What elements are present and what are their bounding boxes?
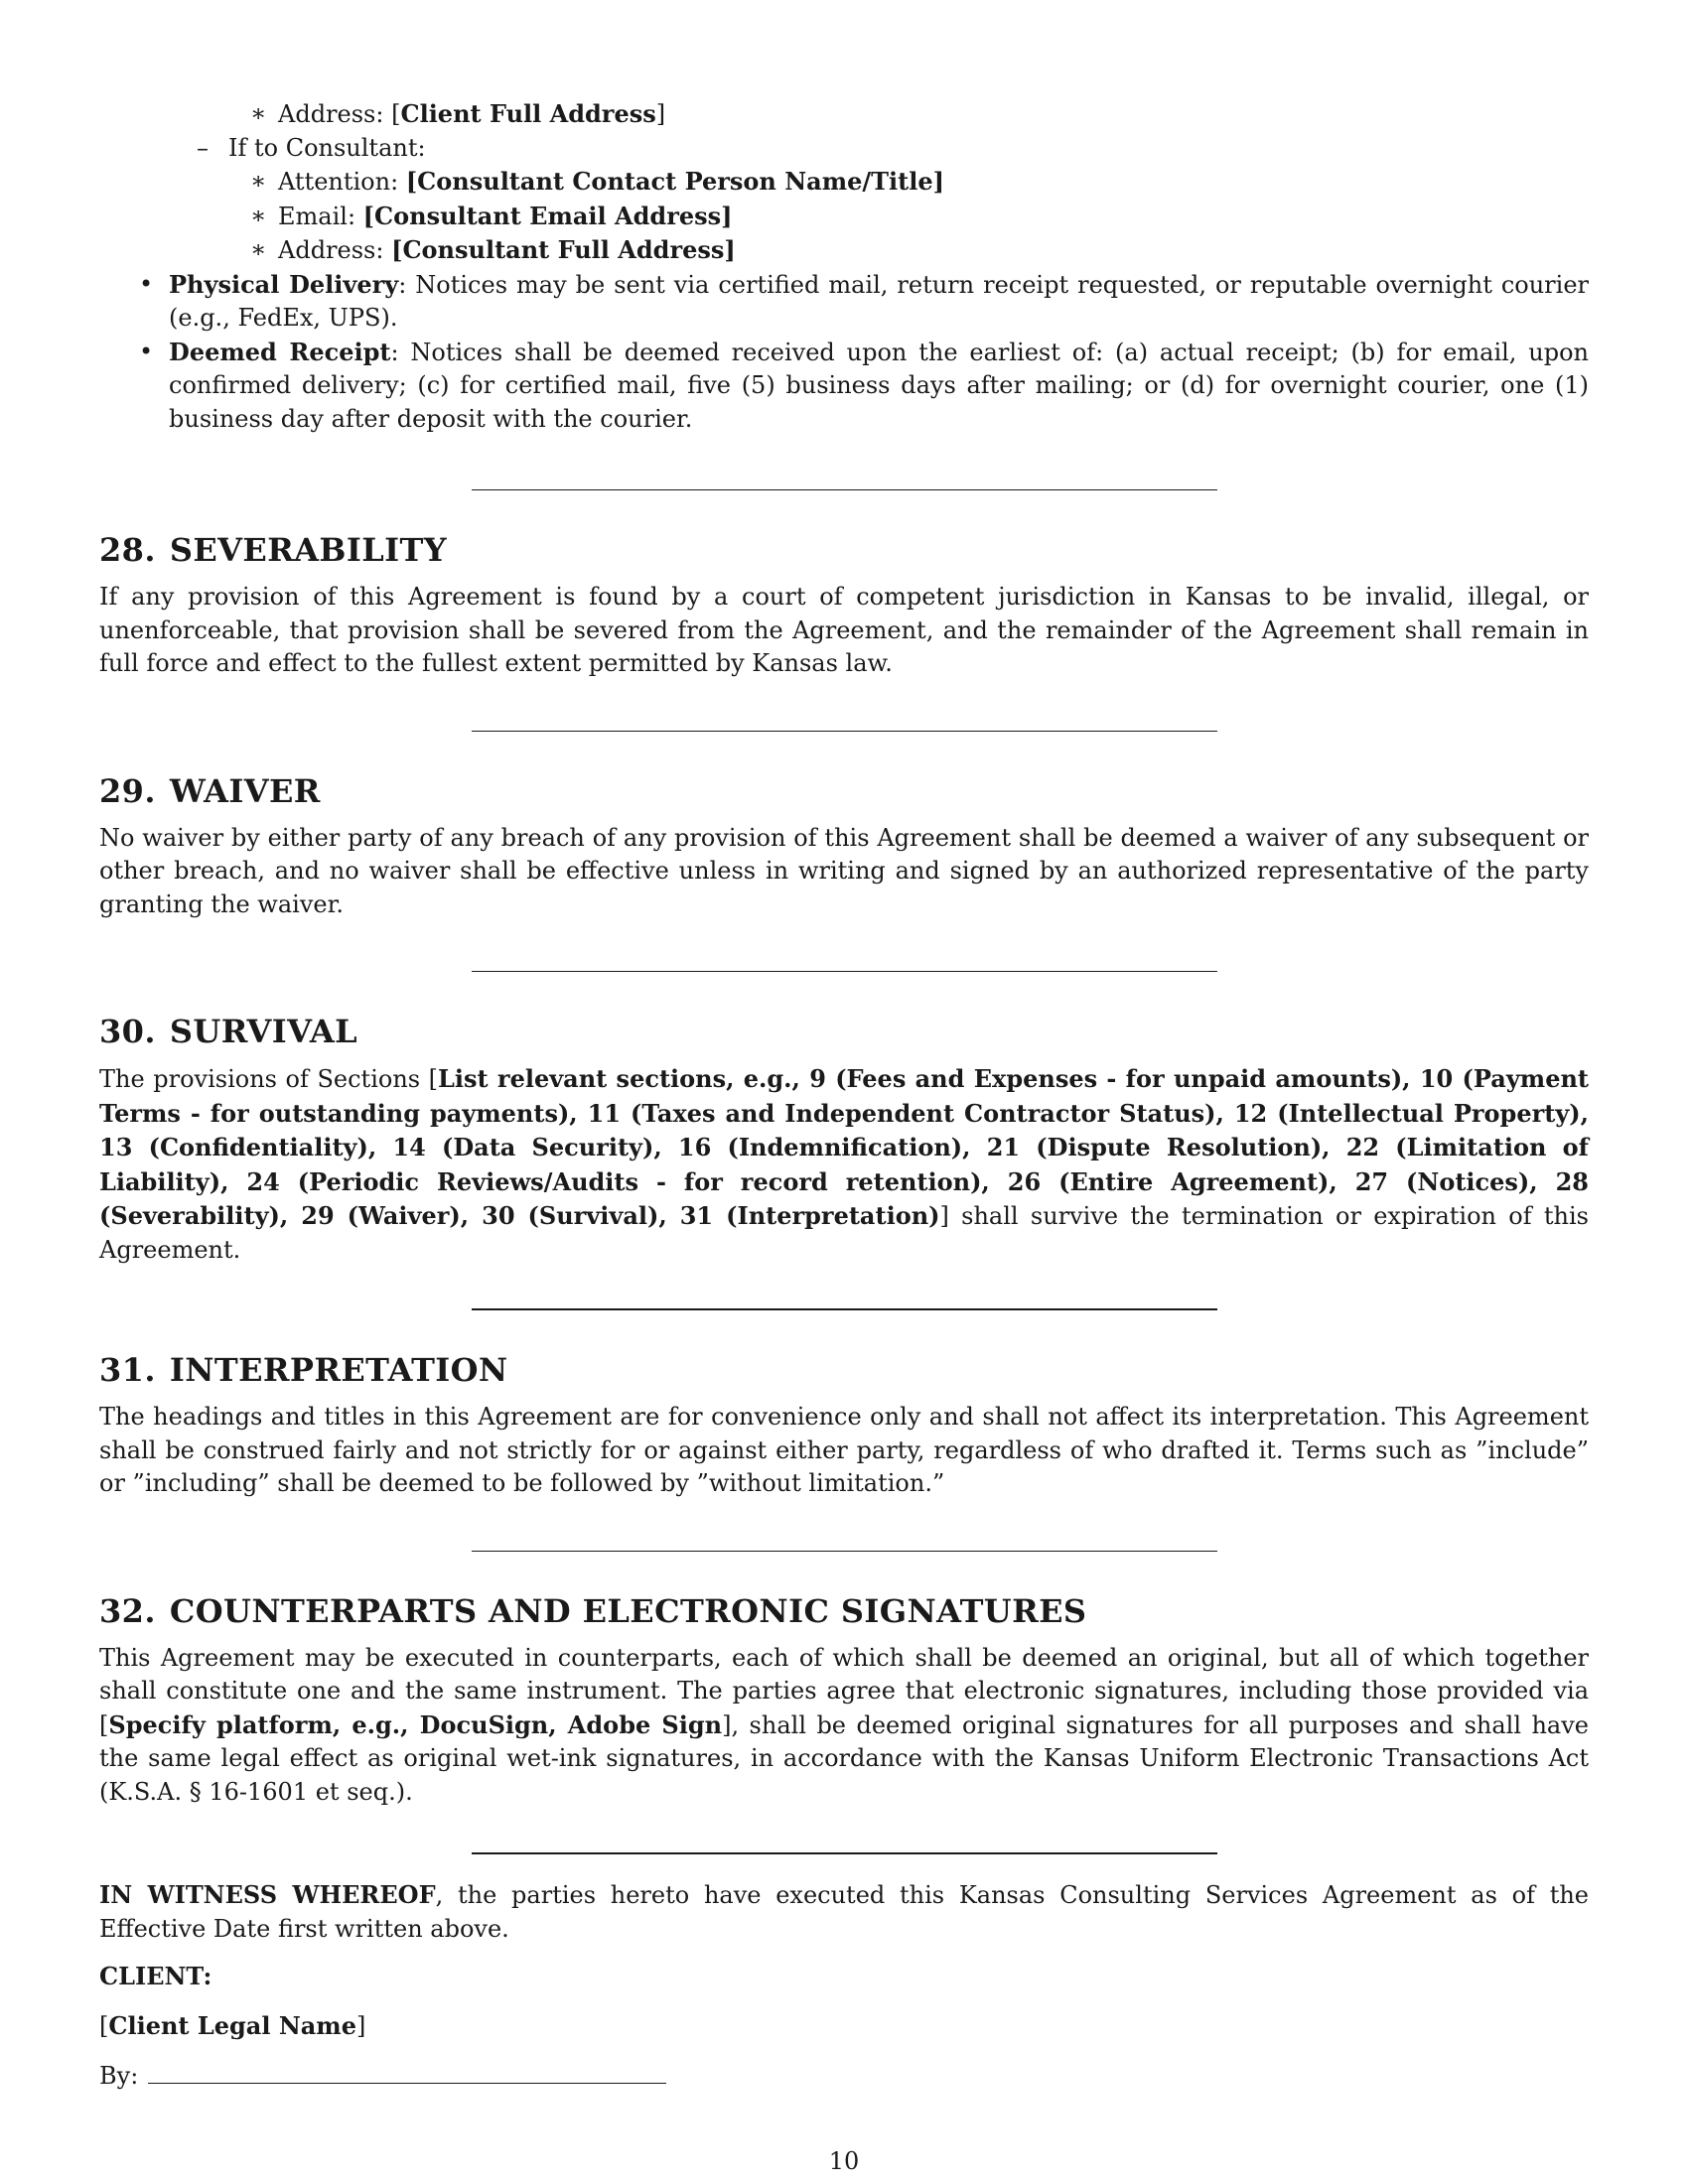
section-28-body: If any provision of this Agreement is found by a court of competent jurisdiction in Kansas to be invalid, illegal, or unenforceable, that provision shall be severed from the Agreement, and the remainder of the Agreement shall remain in full force and effect to the fullest extent permitted by Kansas law. [99, 583, 1589, 677]
section-divider [472, 489, 1217, 490]
consultant-notice-heading: – If to Consultant: [228, 132, 1589, 166]
client-legal-name: [Client Legal Name] [99, 2010, 366, 2040]
section-31-body: The headings and titles in this Agreement are for convenience only and shall not affect its interpretation. This Agreement shall be construed fairly and not strictly for or against either party, regardless of who drafted it. Terms such as ”include” or ”including” shall be deemed to be followed by ”without limitation.” [99, 1403, 1589, 1497]
section-divider [472, 1852, 1217, 1854]
consultant-attention-item: ∗ Attention: [Consultant Contact Person Name/Title] [278, 165, 1589, 200]
signature-line[interactable] [148, 2061, 666, 2084]
signature-block: By: [99, 2060, 1589, 2094]
asterisk-bullet-icon: ∗ [250, 99, 267, 127]
section-32-body: This Agreement may be executed in counterparts, each of which shall be deemed an original, but all of which together shall constitute one and the same instrument. The parties agree that electronic signatures, including those provided via [Specify platform, e.g., DocuSign, Adobe Sign], shall be deemed original signatures for all purposes and shall have the same legal effect as original wet-ink signatures, in accordance with the Kansas Uniform Electronic Transactions Act (K.S.A. § 16-1601 et seq.). [99, 1643, 1589, 1806]
section-30-heading: 30. SURVIVAL [99, 1013, 358, 1050]
consultant-email-item: ∗ Email: [Consultant Email Address] [278, 200, 1589, 234]
section-divider [472, 1551, 1217, 1552]
client-address-placeholder: Client Full Address [400, 99, 656, 128]
section-28-heading: 28. SEVERABILITY [99, 531, 447, 569]
section-divider [472, 971, 1217, 972]
section-divider [472, 731, 1217, 732]
section-divider [472, 1308, 1217, 1310]
consultant-address-item: ∗ Address: [Consultant Full Address] [278, 233, 1589, 268]
physical-delivery-item: • Physical Delivery: Notices may be sent via certified mail, return receipt requested, or reputable overnight courier (e.g., FedEx, UPS). [139, 269, 1590, 332]
witness-clause: IN WITNESS WHEREOF, the parties hereto have executed this Kansas Consulting Services Agreement as of the Effective Date first written above. [99, 1880, 1590, 1943]
document-page [99, 97, 1589, 2094]
asterisk-bullet-icon: ∗ [250, 201, 267, 229]
section-31-heading: 31. INTERPRETATION [99, 1351, 508, 1389]
page-number: 10 [828, 2147, 860, 2175]
section-29-heading: 29. WAIVER [99, 771, 321, 810]
asterisk-bullet-icon: ∗ [250, 235, 267, 263]
client-label: CLIENT: [99, 1962, 212, 1990]
bullet-dot-icon: • [139, 269, 154, 298]
client-address-item: ∗ Address: [Client Full Address] [278, 97, 1589, 132]
deemed-receipt-item: • Deemed Receipt: Notices shall be deemed received upon the earliest of: (a) actual receipt; (b) for email, upon confirmed delivery; (c) for certified mail, five (5) business days after mailing; or (d) for overnight courier, one (1) business day after deposit with the courier. [139, 337, 1590, 433]
section-30-body: The provisions of Sections [List relevant sections, e.g., 9 (Fees and Expenses - for unpaid amounts), 10 (Payment Terms - for outstanding payments), 11 (Taxes and Independent Contractor Status), 12 (Intellectual Property), 13 (Confidentiality), 14 (Data Security), 16 (Indemnification), 21 (Dispute Resolution), 22 (Limitation of Liability), 24 (Periodic Reviews/Audits - for record retention), 26 (Entire Agreement), 27 (Notices), 28 (Severability), 29 (Waiver), 30 (Survival), 31 (Interpretation)] shall survive the termination or expiration of this Agreement. [99, 1064, 1590, 1264]
asterisk-bullet-icon: ∗ [250, 167, 267, 195]
section-29-body: No waiver by either party of any breach of any provision of this Agreement shall be deemed a waiver of any subsequent or other breach, and no waiver shall be effective unless in writing and signed by an authorized representative of the party granting the waiver. [99, 823, 1589, 918]
dash-bullet-icon: – [197, 133, 209, 162]
bullet-dot-icon: • [139, 337, 154, 365]
section-32-heading: 32. COUNTERPARTS AND ELECTRONIC SIGNATURES [99, 1591, 1087, 1630]
